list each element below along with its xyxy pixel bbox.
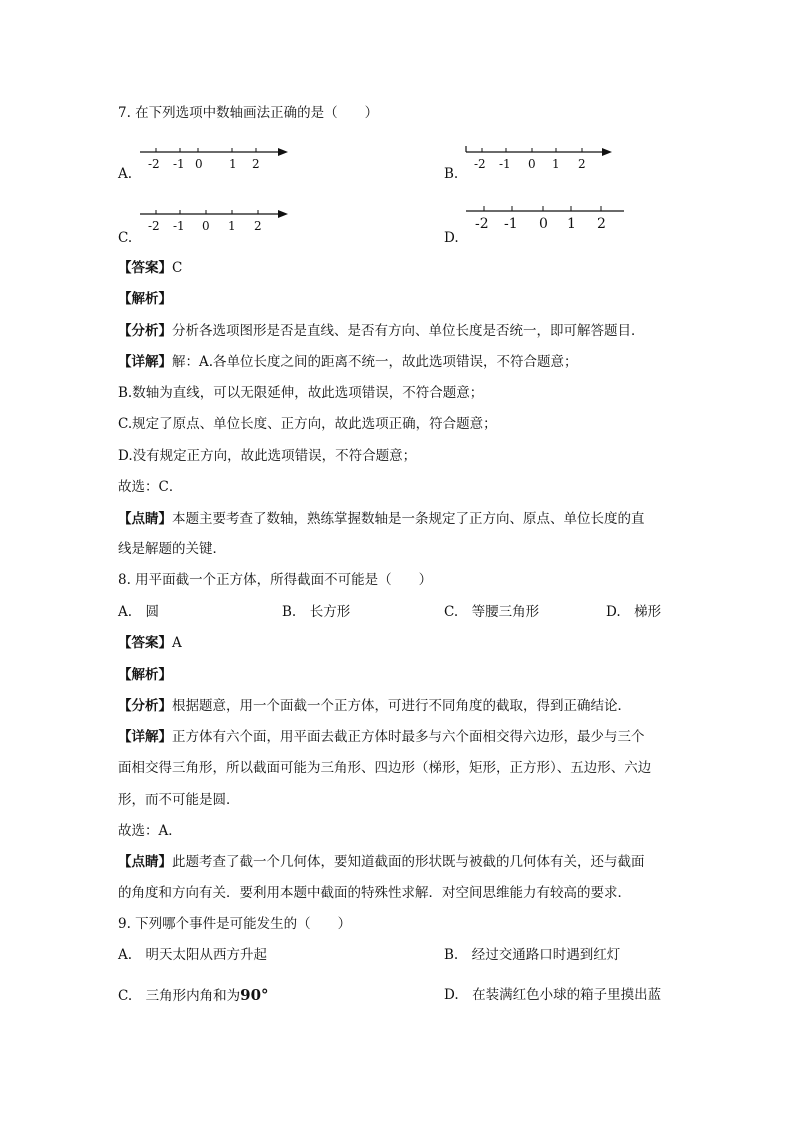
- fenxi-tag: 【分析】: [118, 698, 172, 714]
- q8-answer: [118, 634, 182, 652]
- q7-option-c-number-line: [140, 204, 290, 238]
- q7-d-tick: 1: [567, 216, 576, 232]
- q7-a-tick: 2: [252, 157, 260, 171]
- q7-b-tick: 0: [528, 157, 536, 171]
- q8-xiangjie-2: 面相交得三角形，所以截面可能为三角形、四边形（梯形，矩形，正方形）、五边形、六边: [118, 760, 652, 776]
- dianjing-tag: 【点睛】: [118, 854, 172, 870]
- q9-option-a: A. 明天太阳从西方升起: [118, 947, 268, 963]
- dianjing-text: 此题考查了截一个几何体，要知道截面的形状既与被截的几何体有关，还与截面: [172, 854, 645, 870]
- q7-choose: 故选：C．: [118, 479, 183, 495]
- q7-b-tick: 1: [552, 157, 560, 171]
- xiangjie-tag: 【详解】: [118, 354, 172, 370]
- q7-option-a-letter: A.: [118, 166, 133, 182]
- q9-option-d: D. 在装满红色小球的箱子里摸出蓝: [444, 987, 662, 1003]
- answer-value: C: [172, 260, 183, 276]
- q8-choose: 故选：A．: [118, 823, 182, 839]
- q7-option-c-letter: C.: [118, 230, 133, 246]
- q7-c-tick: 1: [228, 219, 236, 233]
- q7-option-a-number-line: [140, 142, 290, 176]
- q8-option-d: D. 梯形: [606, 604, 662, 620]
- q8-dianjing-2: 的角度和方向有关．要利用本题中截面的特殊性求解．对空间思维能力有较高的要求．: [118, 885, 631, 901]
- q8-stem: 8. 用平面截一个正方体，所得截面不可能是（ ）: [118, 572, 433, 588]
- fenxi-tag: 【分析】: [118, 323, 172, 339]
- q7-d-tick: 0: [539, 216, 548, 232]
- q7-xiangjie: [118, 353, 578, 371]
- q8-fenxi: [118, 697, 631, 715]
- q8-option-a: A. 圆: [118, 604, 160, 620]
- q7-answer: [118, 259, 182, 277]
- q8-dianjing: [118, 853, 645, 871]
- q7-option-b-letter: B.: [444, 166, 459, 182]
- q8-xiangjie: [118, 728, 645, 746]
- q9-option-b: B. 经过交通路口时遇到红灯: [444, 947, 621, 963]
- answer-tag: 【答案】: [118, 635, 172, 651]
- q9-stem: 9. 下列哪个事件是可能发生的（ ）: [118, 916, 352, 932]
- q7-b-tick: 2: [578, 157, 586, 171]
- fenxi-text: 根据题意，用一个面截一个正方体，可进行不同角度的截取，得到正确结论．: [172, 698, 631, 714]
- q8-xiangjie-3: 形，而不可能是圆．: [118, 792, 240, 808]
- q7-d-tick: 2: [597, 216, 606, 232]
- q7-c-tick: 0: [202, 219, 210, 233]
- answer-tag: 【答案】: [118, 260, 172, 276]
- q7-option-b-number-line: [466, 142, 616, 176]
- q7-b-tick: -1: [499, 157, 511, 171]
- q7-c-tick: -1: [173, 219, 185, 233]
- q7-option-d-letter: D.: [444, 230, 459, 246]
- q7-dianjing-2: 线是解题的关键．: [118, 541, 226, 557]
- dianjing-text: 本题主要考查了数轴，熟练掌握数轴是一条规定了正方向、原点、单位长度的直: [172, 511, 645, 527]
- q9-option-c-value: 90°: [240, 986, 269, 1004]
- q7-a-tick: 0: [195, 157, 203, 171]
- q9-option-c: [118, 986, 269, 1005]
- q8-option-c: C. 等腰三角形: [444, 604, 540, 620]
- q7-d-tick: -1: [504, 216, 518, 232]
- q7-fenxi: [118, 322, 645, 340]
- fenxi-text: 分析各选项图形是否是直线、是否有方向、单位长度是否统一，即可解答题目．: [172, 323, 645, 339]
- xiangjie-text: 解：A.各单位长度之间的距离不统一，故此选项错误，不符合题意；: [172, 354, 578, 370]
- q7-analysis-tag: 【解析】: [118, 291, 172, 307]
- q7-a-tick: 1: [229, 157, 237, 171]
- q9-option-c-text: C. 三角形内角和为: [118, 988, 241, 1004]
- q7-line-d: D.没有规定正方向，故此选项错误，不符合题意；: [118, 448, 417, 464]
- dianjing-tag: 【点睛】: [118, 511, 172, 527]
- q7-dianjing: [118, 510, 645, 528]
- q7-option-d-number-line: [466, 202, 626, 238]
- q7-c-tick: 2: [254, 219, 262, 233]
- q7-line-b: B.数轴为直线，可以无限延伸，故此选项错误，不符合题意；: [118, 385, 484, 401]
- q7-a-tick: -2: [148, 157, 160, 171]
- q7-stem: 7. 在下列选项中数轴画法正确的是（ ）: [118, 105, 379, 121]
- q8-option-b: B. 长方形: [282, 604, 351, 620]
- q8-analysis-tag: 【解析】: [118, 667, 172, 683]
- q7-line-c: C.规定了原点、单位长度、正方向，故此选项正确，符合题意；: [118, 416, 497, 432]
- q7-a-tick: -1: [173, 157, 185, 171]
- q7-d-tick: -2: [475, 216, 489, 232]
- q7-c-tick: -2: [148, 219, 160, 233]
- xiangjie-tag: 【详解】: [118, 729, 172, 745]
- xiangjie-text: 正方体有六个面，用平面去截正方体时最多与六个面相交得六边形，最少与三个: [172, 729, 645, 745]
- q7-b-tick: -2: [474, 157, 486, 171]
- answer-value: A: [172, 635, 182, 651]
